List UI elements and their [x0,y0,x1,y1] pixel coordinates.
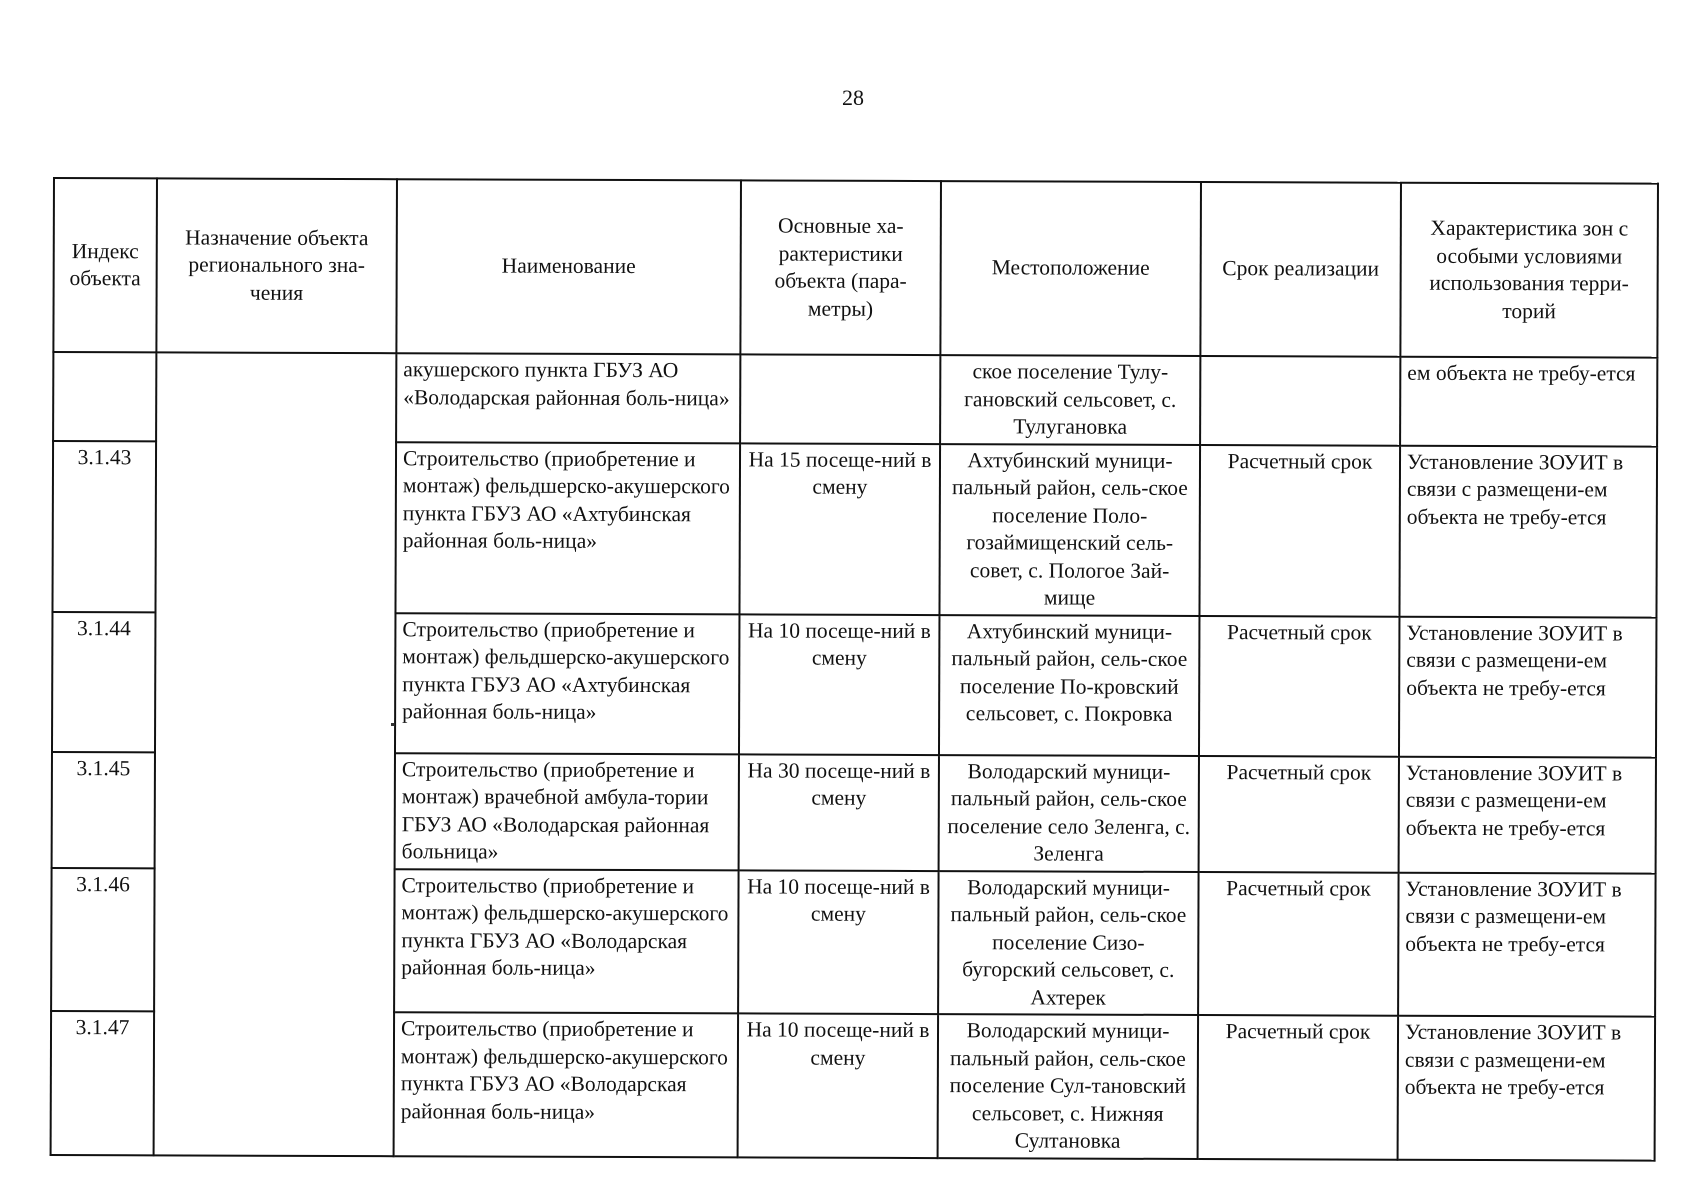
cell-params: На 10 посеще-ний в смену [738,870,938,1014]
cell-purpose-merged [154,352,397,1155]
header-term: Срок реализации [1200,182,1401,357]
cell-location: ское поселение Тулу-гановский сельсовет, с. Тулугановка [940,355,1200,444]
cell-params: На 10 посеще-ний в смену [738,1013,938,1157]
cell-location: Володарский муници-пальный район, сель-ское поселение село Зеленга, с. Зеленга [939,755,1199,872]
cell-zones: Установление ЗОУИТ в связи с размещени-ем объекта не требу-ется [1399,445,1657,617]
cell-params: На 30 посеще-ний в смену [739,754,939,871]
cell-index: 3.1.46 [51,867,155,1011]
cell-index: 3.1.47 [51,1011,155,1155]
cell-location: Володарский муници-пальный район, сель-ское поселение Сул-тановский сельсовет, с. Нижняя Султановка [938,1014,1198,1158]
cell-term [1200,356,1400,445]
cell-zones: Установление ЗОУИТ в связи с размещени-ем объекта не требу-ется [1399,756,1656,873]
cell-location: Ахтубинский муници-пальный район, сель-ское поселение По-кровский сельсовет, с. Покровка [939,615,1199,756]
cell-term: Расчетный срок [1199,616,1399,757]
cell-name: Строительство (приобретение и монтаж) фельдшерско-акушерского пункта ГБУЗ АО «Ахтубинская районная боль-ница» [395,613,739,754]
cell-params: На 10 посеще-ний в смену [739,614,939,755]
cell-zones: Установление ЗОУИТ в связи с размещени-ем объекта не требу-ется [1399,616,1656,757]
cell-zones: Установление ЗОУИТ в связи с размещени-ем объекта не требу-ется [1398,1016,1655,1160]
header-location: Местоположение [940,181,1201,356]
table-row-continuation [53,352,1657,446]
cell-params: На 15 посеще-ний в смену [739,443,940,615]
cell-index: 3.1.44 [52,612,155,752]
cell-name: Строительство (приобретение и монтаж) фельдшерско-акушерского пункта ГБУЗ АО «Володарская районная боль-ница» [394,869,738,1014]
table-header-row [53,178,1658,358]
cell-location: Ахтубинский муници-пальный район, сель-ское поселение Поло-гозаймищенский сель-совет, с. Пологое Зай-мище [939,444,1200,616]
header-name: Наименование [396,179,741,354]
cell-zones: ем объекта не требу-ется [1400,357,1657,446]
cell-location: Володарский муници-пальный район, сель-ское поселение Сизо-бугорский сельсовет, с. Ахтерек [938,871,1198,1015]
scan-speck [391,723,394,726]
cell-term: Расчетный срок [1198,1015,1398,1159]
cell-name: Строительство (приобретение и монтаж) врачебной амбула-тории ГБУЗ АО «Володарская районная больница» [395,753,739,870]
cell-term: Расчетный срок [1199,756,1399,873]
cell-name: акушерского пункта ГБУЗ АО «Володарская районная боль-ница» [396,353,740,443]
cell-zones: Установление ЗОУИТ в связи с размещени-ем объекта не требу-ется [1398,872,1655,1016]
cell-params [740,354,940,443]
header-zones: Характеристика зон с особыми условиями использования терри-торий [1400,183,1658,358]
cell-term: Расчетный срок [1199,445,1400,617]
cell-index: 3.1.43 [52,441,156,612]
header-index: Индекс объекта [53,178,157,352]
cell-name: Строительство (приобретение и монтаж) фельдшерско-акушерского пункта ГБУЗ АО «Володарская районная боль-ница» [394,1012,738,1157]
cell-term: Расчетный срок [1198,872,1398,1016]
cell-index [53,352,156,441]
cell-name: Строительство (приобретение и монтаж) фельдшерско-акушерского пункта ГБУЗ АО «Ахтубинская районная боль-ница» [395,442,740,614]
header-purpose: Назначение объекта регионального зна-чения [156,178,397,353]
objects-table [50,177,1659,1161]
header-params: Основные ха-рактеристики объекта (пара-метры) [740,180,941,355]
page-number: 28 [842,85,864,110]
cell-index: 3.1.45 [52,752,155,868]
